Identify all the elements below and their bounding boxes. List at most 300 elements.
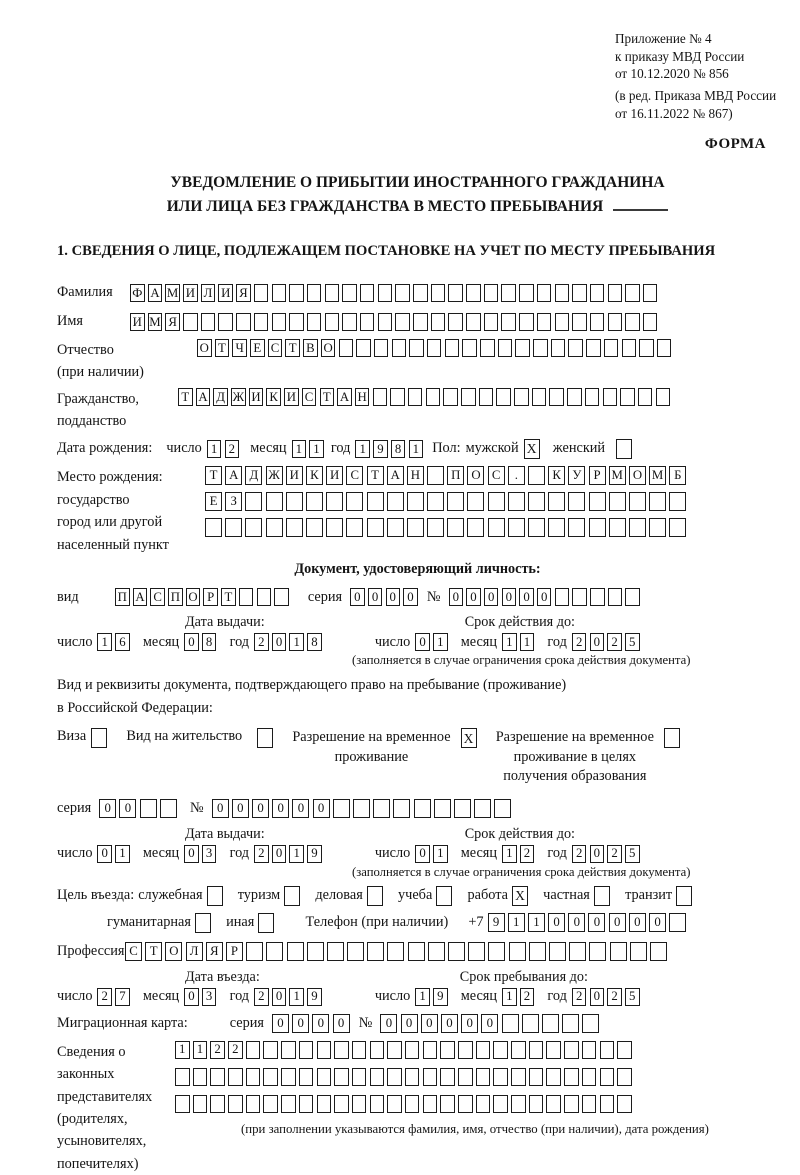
cell-box[interactable]	[620, 388, 635, 406]
cell-box[interactable]	[617, 1095, 632, 1113]
cell-box[interactable]: Т	[221, 588, 236, 606]
cell-box[interactable]	[367, 518, 384, 537]
cell-box[interactable]	[608, 313, 623, 331]
cell-box[interactable]: Я	[236, 284, 251, 302]
cell-box[interactable]	[405, 1095, 420, 1113]
cell-box[interactable]: 3	[202, 845, 217, 863]
cell-box[interactable]: X	[461, 728, 477, 748]
cell-box[interactable]: 1	[433, 633, 448, 651]
cell-box[interactable]	[246, 942, 263, 961]
cell-box[interactable]	[431, 313, 446, 331]
birthplace-cells-row3[interactable]	[205, 518, 690, 537]
cell-box[interactable]	[426, 388, 441, 406]
cell-box[interactable]	[353, 799, 370, 818]
cell-box[interactable]: Д	[245, 466, 262, 485]
cell-box[interactable]	[317, 1095, 332, 1113]
cell-box[interactable]: О	[467, 466, 484, 485]
cell-box[interactable]	[669, 518, 686, 537]
cell-box[interactable]: 0	[401, 1014, 418, 1033]
cell-box[interactable]: К	[306, 466, 323, 485]
cell-box[interactable]	[254, 284, 269, 302]
cell-box[interactable]: .	[508, 466, 525, 485]
cell-box[interactable]: 2	[572, 845, 587, 863]
cell-box[interactable]	[590, 588, 605, 606]
cell-box[interactable]: К	[266, 388, 281, 406]
visa-checkbox[interactable]	[91, 728, 110, 748]
cell-box[interactable]	[405, 1041, 420, 1059]
cell-box[interactable]	[317, 1068, 332, 1086]
permit-series-cells[interactable]	[99, 799, 180, 818]
cell-box[interactable]	[306, 518, 323, 537]
cell-box[interactable]	[461, 388, 476, 406]
permit-expiry-day-cells[interactable]	[415, 845, 450, 863]
cell-box[interactable]: 0	[441, 1014, 458, 1033]
cell-box[interactable]: 0	[313, 799, 330, 818]
cell-box[interactable]: 2	[225, 440, 240, 458]
cell-box[interactable]	[281, 1068, 296, 1086]
profession-cells[interactable]	[125, 942, 670, 961]
cell-box[interactable]	[568, 492, 585, 511]
cell-box[interactable]	[326, 518, 343, 537]
cell-box[interactable]	[327, 942, 344, 961]
cell-box[interactable]	[367, 886, 383, 906]
stay-place-blank-line[interactable]	[613, 198, 668, 211]
cell-box[interactable]: Е	[205, 492, 222, 511]
cell-box[interactable]	[555, 284, 570, 302]
cell-box[interactable]: А	[387, 466, 404, 485]
cell-box[interactable]	[390, 388, 405, 406]
cell-box[interactable]: 0	[212, 799, 229, 818]
cell-box[interactable]: 2	[228, 1041, 243, 1059]
cell-box[interactable]	[423, 1095, 438, 1113]
cell-box[interactable]	[281, 1095, 296, 1113]
cell-box[interactable]: 1	[508, 913, 525, 932]
cell-box[interactable]	[246, 1041, 261, 1059]
cell-box[interactable]	[519, 284, 534, 302]
cell-box[interactable]: 0	[272, 799, 289, 818]
cell-box[interactable]	[650, 942, 667, 961]
cell-box[interactable]	[423, 1041, 438, 1059]
residence-permit-checkbox[interactable]	[257, 728, 276, 748]
cell-box[interactable]	[395, 313, 410, 331]
cell-box[interactable]: 0	[629, 913, 646, 932]
doc-issue-year-cells[interactable]	[254, 633, 325, 651]
cell-box[interactable]	[414, 799, 431, 818]
cell-box[interactable]	[498, 339, 513, 357]
cell-box[interactable]: А	[337, 388, 352, 406]
doc-issue-month-cells[interactable]	[184, 633, 219, 651]
cell-box[interactable]: 1	[193, 1041, 208, 1059]
cell-box[interactable]	[508, 492, 525, 511]
entry-year-cells[interactable]	[254, 988, 325, 1006]
cell-box[interactable]: С	[150, 588, 165, 606]
cell-box[interactable]	[427, 339, 442, 357]
cell-box[interactable]	[649, 492, 666, 511]
cell-box[interactable]	[474, 799, 491, 818]
cell-box[interactable]: Т	[178, 388, 193, 406]
cell-box[interactable]: В	[303, 339, 318, 357]
cell-box[interactable]	[245, 492, 262, 511]
cell-box[interactable]	[395, 284, 410, 302]
cell-box[interactable]	[604, 339, 619, 357]
cell-box[interactable]	[440, 1068, 455, 1086]
cell-box[interactable]: 1	[207, 440, 222, 458]
cell-box[interactable]: З	[225, 492, 242, 511]
cell-box[interactable]: И	[130, 313, 145, 331]
cell-box[interactable]: 1	[355, 440, 370, 458]
cell-box[interactable]	[493, 1068, 508, 1086]
cell-box[interactable]	[334, 1041, 349, 1059]
cell-box[interactable]	[511, 1068, 526, 1086]
cell-box[interactable]	[183, 313, 198, 331]
cell-box[interactable]: О	[186, 588, 201, 606]
purpose-study-checkbox[interactable]	[436, 886, 455, 906]
cell-box[interactable]	[281, 1041, 296, 1059]
cell-box[interactable]: 8	[391, 440, 406, 458]
entry-day-cells[interactable]	[97, 988, 132, 1006]
cell-box[interactable]	[407, 492, 424, 511]
cell-box[interactable]	[409, 339, 424, 357]
cell-box[interactable]	[299, 1095, 314, 1113]
cell-box[interactable]	[445, 339, 460, 357]
cell-box[interactable]	[468, 942, 485, 961]
cell-box[interactable]: 5	[625, 845, 640, 863]
cell-box[interactable]	[522, 1014, 539, 1033]
cell-box[interactable]	[201, 313, 216, 331]
name-cells[interactable]	[130, 313, 661, 331]
cell-box[interactable]	[367, 942, 384, 961]
cell-box[interactable]	[514, 388, 529, 406]
cell-box[interactable]	[537, 284, 552, 302]
cell-box[interactable]	[317, 1041, 332, 1059]
cell-box[interactable]	[488, 942, 505, 961]
cell-box[interactable]	[387, 492, 404, 511]
cell-box[interactable]	[448, 313, 463, 331]
cell-box[interactable]: X	[524, 439, 540, 459]
cell-box[interactable]	[638, 388, 653, 406]
cell-box[interactable]: 1	[502, 633, 517, 651]
cell-box[interactable]: К	[548, 466, 565, 485]
cell-box[interactable]	[387, 1095, 402, 1113]
cell-box[interactable]: 0	[537, 588, 552, 606]
stay-year-cells[interactable]	[572, 988, 643, 1006]
cell-box[interactable]: А	[196, 388, 211, 406]
birth-year-cells[interactable]	[355, 440, 426, 458]
cell-box[interactable]	[443, 388, 458, 406]
cell-box[interactable]	[529, 1068, 544, 1086]
cell-box[interactable]	[572, 313, 587, 331]
cell-box[interactable]	[193, 1095, 208, 1113]
cell-box[interactable]	[582, 1068, 597, 1086]
cell-box[interactable]	[549, 942, 566, 961]
cell-box[interactable]	[448, 942, 465, 961]
cell-box[interactable]: Н	[355, 388, 370, 406]
cell-box[interactable]	[346, 492, 363, 511]
cell-box[interactable]	[427, 518, 444, 537]
cell-box[interactable]	[600, 1095, 615, 1113]
permit-issue-day-cells[interactable]	[97, 845, 132, 863]
cell-box[interactable]: 2	[210, 1041, 225, 1059]
cell-box[interactable]	[436, 886, 452, 906]
permit-number-cells[interactable]	[212, 799, 515, 818]
cell-box[interactable]	[625, 588, 640, 606]
cell-box[interactable]: 0	[312, 1014, 329, 1033]
cell-box[interactable]	[289, 284, 304, 302]
cell-box[interactable]	[236, 313, 251, 331]
cell-box[interactable]	[266, 518, 283, 537]
cell-box[interactable]	[508, 518, 525, 537]
cell-box[interactable]: 2	[520, 845, 535, 863]
cell-box[interactable]	[572, 588, 587, 606]
cell-box[interactable]: Т	[367, 466, 384, 485]
cell-box[interactable]	[537, 313, 552, 331]
representatives-cells-row1[interactable]	[175, 1041, 775, 1059]
cell-box[interactable]	[274, 588, 289, 606]
cell-box[interactable]: 8	[307, 633, 322, 651]
cell-box[interactable]	[352, 1041, 367, 1059]
cell-box[interactable]	[423, 1068, 438, 1086]
cell-box[interactable]	[225, 518, 242, 537]
cell-box[interactable]	[239, 588, 254, 606]
cell-box[interactable]: М	[649, 466, 666, 485]
cell-box[interactable]	[466, 313, 481, 331]
cell-box[interactable]: И	[286, 466, 303, 485]
cell-box[interactable]: 2	[97, 988, 112, 1006]
cell-box[interactable]	[91, 728, 107, 748]
cell-box[interactable]	[257, 588, 272, 606]
cell-box[interactable]	[511, 1041, 526, 1059]
cell-box[interactable]	[360, 284, 375, 302]
cell-box[interactable]: 1	[502, 988, 517, 1006]
cell-box[interactable]	[669, 492, 686, 511]
cell-box[interactable]	[458, 1068, 473, 1086]
cell-box[interactable]	[564, 1095, 579, 1113]
cell-box[interactable]: 0	[415, 845, 430, 863]
cell-box[interactable]: 0	[272, 845, 287, 863]
cell-box[interactable]	[263, 1041, 278, 1059]
cell-box[interactable]	[476, 1041, 491, 1059]
cell-box[interactable]: Ч	[232, 339, 247, 357]
cell-box[interactable]: 8	[202, 633, 217, 651]
cell-box[interactable]	[488, 518, 505, 537]
cell-box[interactable]	[392, 339, 407, 357]
cell-box[interactable]	[533, 339, 548, 357]
cell-box[interactable]: Т	[285, 339, 300, 357]
cell-box[interactable]: 0	[99, 799, 116, 818]
cell-box[interactable]: 1	[175, 1041, 190, 1059]
doc-issue-day-cells[interactable]	[97, 633, 132, 651]
purpose-humanitarian-checkbox[interactable]	[195, 913, 214, 933]
cell-box[interactable]	[509, 942, 526, 961]
temp-residence-checkbox[interactable]	[461, 728, 480, 748]
cell-box[interactable]: 7	[115, 988, 130, 1006]
cell-box[interactable]	[594, 886, 610, 906]
cell-box[interactable]	[333, 799, 350, 818]
cell-box[interactable]: 2	[607, 988, 622, 1006]
cell-box[interactable]	[551, 339, 566, 357]
cell-box[interactable]: 1	[409, 440, 424, 458]
cell-box[interactable]: 1	[97, 633, 112, 651]
cell-box[interactable]: Т	[215, 339, 230, 357]
cell-box[interactable]: 0	[590, 988, 605, 1006]
cell-box[interactable]: Т	[145, 942, 162, 961]
birth-month-cells[interactable]	[292, 440, 327, 458]
cell-box[interactable]: X	[512, 886, 528, 906]
cell-box[interactable]	[393, 799, 410, 818]
cell-box[interactable]	[326, 492, 343, 511]
cell-box[interactable]	[586, 339, 601, 357]
cell-box[interactable]	[440, 1041, 455, 1059]
temp-residence-edu-checkbox[interactable]	[664, 728, 683, 748]
cell-box[interactable]	[431, 284, 446, 302]
cell-box[interactable]: Д	[213, 388, 228, 406]
cell-box[interactable]	[307, 313, 322, 331]
cell-box[interactable]	[656, 388, 671, 406]
cell-box[interactable]: 2	[607, 845, 622, 863]
cell-box[interactable]: 0	[590, 633, 605, 651]
cell-box[interactable]: М	[165, 284, 180, 302]
cell-box[interactable]	[434, 799, 451, 818]
cell-box[interactable]: 0	[232, 799, 249, 818]
cell-box[interactable]: 0	[184, 845, 199, 863]
cell-box[interactable]	[529, 942, 546, 961]
cell-box[interactable]	[603, 388, 618, 406]
cell-box[interactable]: 0	[272, 988, 287, 1006]
cell-box[interactable]	[378, 284, 393, 302]
cell-box[interactable]: А	[148, 284, 163, 302]
cell-box[interactable]: 0	[519, 588, 534, 606]
cell-box[interactable]: 1	[289, 845, 304, 863]
cell-box[interactable]	[484, 284, 499, 302]
cell-box[interactable]: У	[568, 466, 585, 485]
migration-number-cells[interactable]	[380, 1014, 602, 1033]
cell-box[interactable]	[639, 339, 654, 357]
cell-box[interactable]	[493, 1095, 508, 1113]
cell-box[interactable]	[462, 339, 477, 357]
cell-box[interactable]	[334, 1068, 349, 1086]
cell-box[interactable]	[488, 492, 505, 511]
cell-box[interactable]: 1	[415, 988, 430, 1006]
cell-box[interactable]	[582, 1014, 599, 1033]
cell-box[interactable]	[479, 388, 494, 406]
cell-box[interactable]: 9	[307, 988, 322, 1006]
cell-box[interactable]: С	[125, 942, 142, 961]
cell-box[interactable]	[228, 1095, 243, 1113]
cell-box[interactable]	[528, 492, 545, 511]
cell-box[interactable]: 2	[520, 988, 535, 1006]
cell-box[interactable]	[440, 1095, 455, 1113]
cell-box[interactable]	[657, 339, 672, 357]
cell-box[interactable]	[676, 886, 692, 906]
cell-box[interactable]	[568, 518, 585, 537]
cell-box[interactable]	[370, 1041, 385, 1059]
doc-number-cells[interactable]	[449, 588, 644, 606]
cell-box[interactable]: И	[326, 466, 343, 485]
cell-box[interactable]: С	[268, 339, 283, 357]
cell-box[interactable]: 0	[548, 913, 565, 932]
cell-box[interactable]: О	[197, 339, 212, 357]
cell-box[interactable]	[218, 313, 233, 331]
cell-box[interactable]: 1	[433, 845, 448, 863]
cell-box[interactable]: И	[249, 388, 264, 406]
cell-box[interactable]: М	[609, 466, 626, 485]
cell-box[interactable]	[515, 339, 530, 357]
cell-box[interactable]: Л	[186, 942, 203, 961]
cell-box[interactable]: 1	[502, 845, 517, 863]
cell-box[interactable]	[428, 942, 445, 961]
cell-box[interactable]: 6	[115, 633, 130, 651]
cell-box[interactable]	[339, 339, 354, 357]
cell-box[interactable]	[625, 313, 640, 331]
cell-box[interactable]	[643, 313, 658, 331]
cell-box[interactable]	[325, 313, 340, 331]
cell-box[interactable]	[568, 339, 583, 357]
cell-box[interactable]: 0	[386, 588, 401, 606]
cell-box[interactable]: М	[148, 313, 163, 331]
cell-box[interactable]	[609, 518, 626, 537]
cell-box[interactable]	[307, 284, 322, 302]
cell-box[interactable]: 0	[97, 845, 112, 863]
cell-box[interactable]: П	[168, 588, 183, 606]
cell-box[interactable]	[448, 284, 463, 302]
cell-box[interactable]	[263, 1095, 278, 1113]
cell-box[interactable]: 9	[433, 988, 448, 1006]
cell-box[interactable]: А	[225, 466, 242, 485]
cell-box[interactable]	[532, 388, 547, 406]
cell-box[interactable]	[408, 388, 423, 406]
cell-box[interactable]: 0	[184, 988, 199, 1006]
cell-box[interactable]	[582, 1095, 597, 1113]
cell-box[interactable]	[622, 339, 637, 357]
cell-box[interactable]	[562, 1014, 579, 1033]
cell-box[interactable]	[342, 313, 357, 331]
cell-box[interactable]: О	[629, 466, 646, 485]
cell-box[interactable]	[347, 942, 364, 961]
cell-box[interactable]	[501, 313, 516, 331]
cell-box[interactable]	[590, 284, 605, 302]
cell-box[interactable]: 3	[202, 988, 217, 1006]
cell-box[interactable]	[610, 942, 627, 961]
cell-box[interactable]	[585, 388, 600, 406]
cell-box[interactable]: 1	[289, 633, 304, 651]
cell-box[interactable]	[207, 886, 223, 906]
cell-box[interactable]: Я	[165, 313, 180, 331]
cell-box[interactable]: 2	[572, 633, 587, 651]
cell-box[interactable]	[643, 284, 658, 302]
cell-box[interactable]	[567, 388, 582, 406]
cell-box[interactable]: П	[115, 588, 130, 606]
doc-expiry-year-cells[interactable]	[572, 633, 643, 651]
cell-box[interactable]: 2	[254, 845, 269, 863]
cell-box[interactable]: 9	[307, 845, 322, 863]
cell-box[interactable]	[272, 313, 287, 331]
cell-box[interactable]	[564, 1041, 579, 1059]
cell-box[interactable]: 1	[520, 633, 535, 651]
permit-expiry-year-cells[interactable]	[572, 845, 643, 863]
cell-box[interactable]: 1	[528, 913, 545, 932]
cell-box[interactable]: 0	[252, 799, 269, 818]
cell-box[interactable]	[407, 518, 424, 537]
cell-box[interactable]	[549, 388, 564, 406]
cell-box[interactable]: 2	[254, 633, 269, 651]
cell-box[interactable]	[272, 284, 287, 302]
cell-box[interactable]: П	[447, 466, 464, 485]
representatives-cells-row3[interactable]	[175, 1095, 775, 1113]
cell-box[interactable]	[502, 1014, 519, 1033]
cell-box[interactable]: 1	[115, 845, 130, 863]
cell-box[interactable]	[617, 1041, 632, 1059]
cell-box[interactable]	[496, 388, 511, 406]
